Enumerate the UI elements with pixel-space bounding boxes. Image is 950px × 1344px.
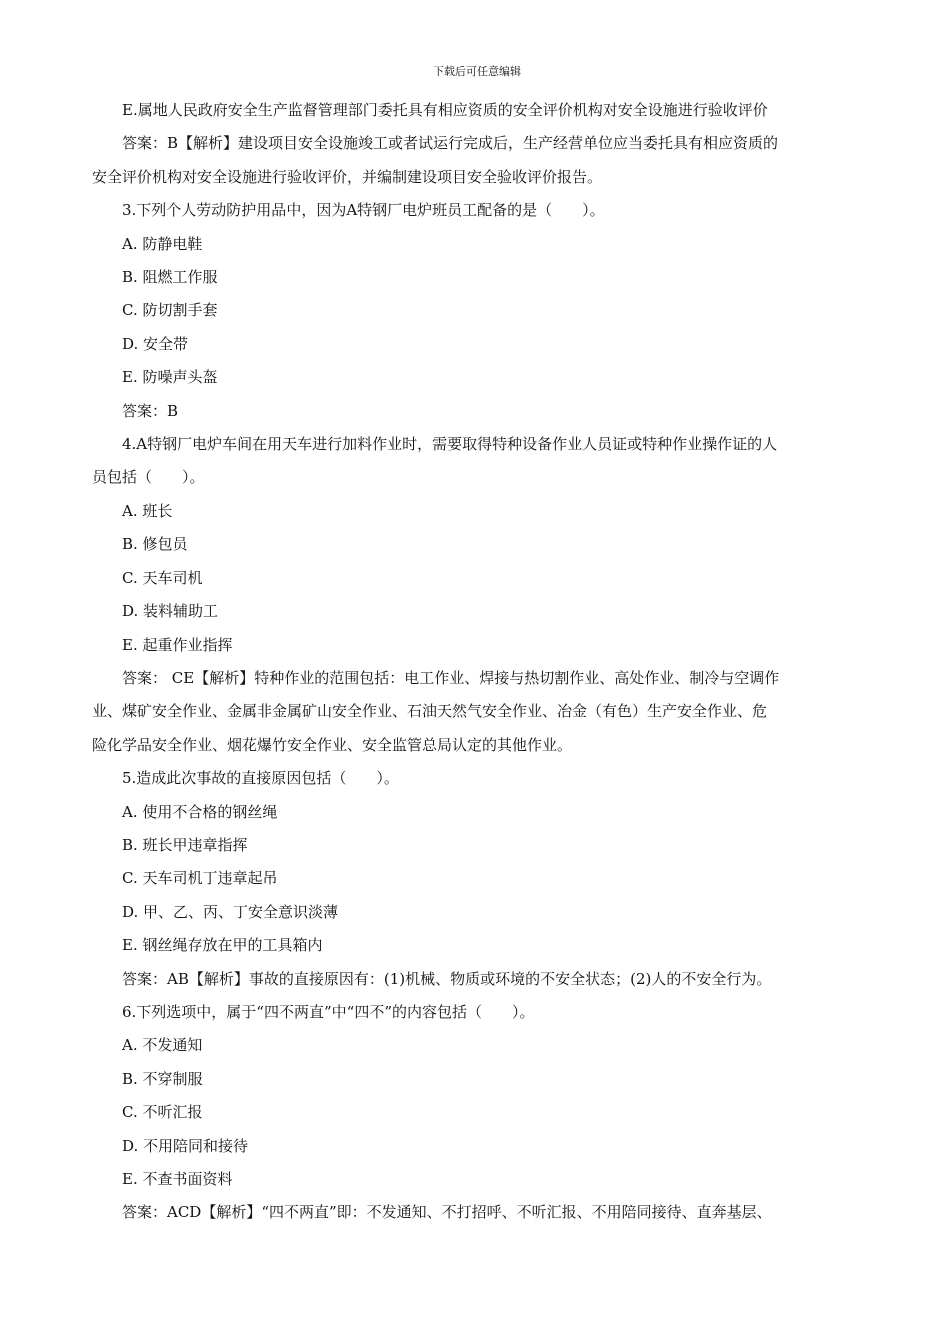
q5-option-e: E. 钢丝绳存放在甲的工具箱内 [122,936,323,955]
q5-option-c: C. 天车司机丁违章起吊 [122,869,278,888]
q6-option-a: A. 不发通知 [122,1036,203,1055]
q6-option-d: D. 不用陪同和接待 [122,1136,249,1155]
question-4-line1: 4.A特钢厂电炉车间在用天车进行加料作业时，需要取得特种设备作业人员证或特种作业操作证的人 [122,435,778,454]
q3-option-e: E. 防噪声头盔 [122,368,218,387]
question-6: 6.下列选项中，属于“四不两直”中“四不”的内容包括（ ）。 [122,1002,535,1021]
q4-option-a: A. 班长 [122,501,173,520]
answer-q4-line2: 业、煤矿安全作业、金属非金属矿山安全作业、石油天然气安全作业、冶金（有色）生产安全作业、危 [92,702,768,721]
answer-q5: 答案：AB【解析】事故的直接原因有：(1)机械、物质或环境的不安全状态；(2)人的不安全行为。 [122,969,772,988]
q6-option-b: B. 不穿制服 [122,1069,203,1088]
q4-option-b: B. 修包员 [122,535,188,554]
q6-option-e: E. 不查书面资料 [122,1170,233,1188]
answer-q2-line2: 安全评价机构对安全设施进行验收评价，并编制建设项目安全验收评价报告。 [92,167,603,186]
q5-option-b: B. 班长甲违章指挥 [122,835,248,854]
q3-option-c: C. 防切割手套 [122,301,218,320]
answer-q4-line3: 险化学品安全作业、烟花爆竹安全作业、安全监管总局认定的其他作业。 [92,735,573,754]
answer-q6-line1: 答案：ACD【解析】“四不两直”即：不发通知、不打招呼、不听汇报、不用陪同接待、直奔基层、 [122,1203,772,1222]
q3-option-d: D. 安全带 [122,334,189,353]
document-body [92,94,862,1230]
answer-q2-line1: 答案：B【解析】建设项目安全设施竣工或者试运行完成后，生产经营单位应当委托具有相应资质的 [122,134,779,153]
answer-q3: 答案：B [122,401,179,420]
page-header: 下载后可任意编辑 [433,65,521,78]
question-5: 5.造成此次事故的直接原因包括（ ）。 [122,769,399,788]
question-3: 3.下列个人劳动防护用品中，因为A特钢厂电炉班员工配备的是（ ）。 [122,201,605,220]
question-4-line2: 员包括（ ）。 [92,468,205,487]
q6-option-c: C. 不听汇报 [122,1103,203,1122]
q4-option-c: C. 天车司机 [122,568,203,587]
q3-option-a: A. 防静电鞋 [122,234,203,253]
q5-option-a: A. 使用不合格的钢丝绳 [122,802,278,821]
q5-option-d: D. 甲、乙、丙、丁安全意识淡薄 [122,902,339,921]
q4-option-e: E. 起重作业指挥 [122,635,233,654]
q3-option-b: B. 阻燃工作服 [122,268,218,287]
q4-option-d: D. 装料辅助工 [122,602,219,621]
answer-q4-line1: 答案： CE【解析】特种作业的范围包括：电工作业、焊接与热切割作业、高处作业、制冷与空调作 [122,668,780,687]
option-e-q2: E.属地人民政府安全生产监督管理部门委托具有相应资质的安全评价机构对安全设施进行验收评价 [122,101,768,119]
